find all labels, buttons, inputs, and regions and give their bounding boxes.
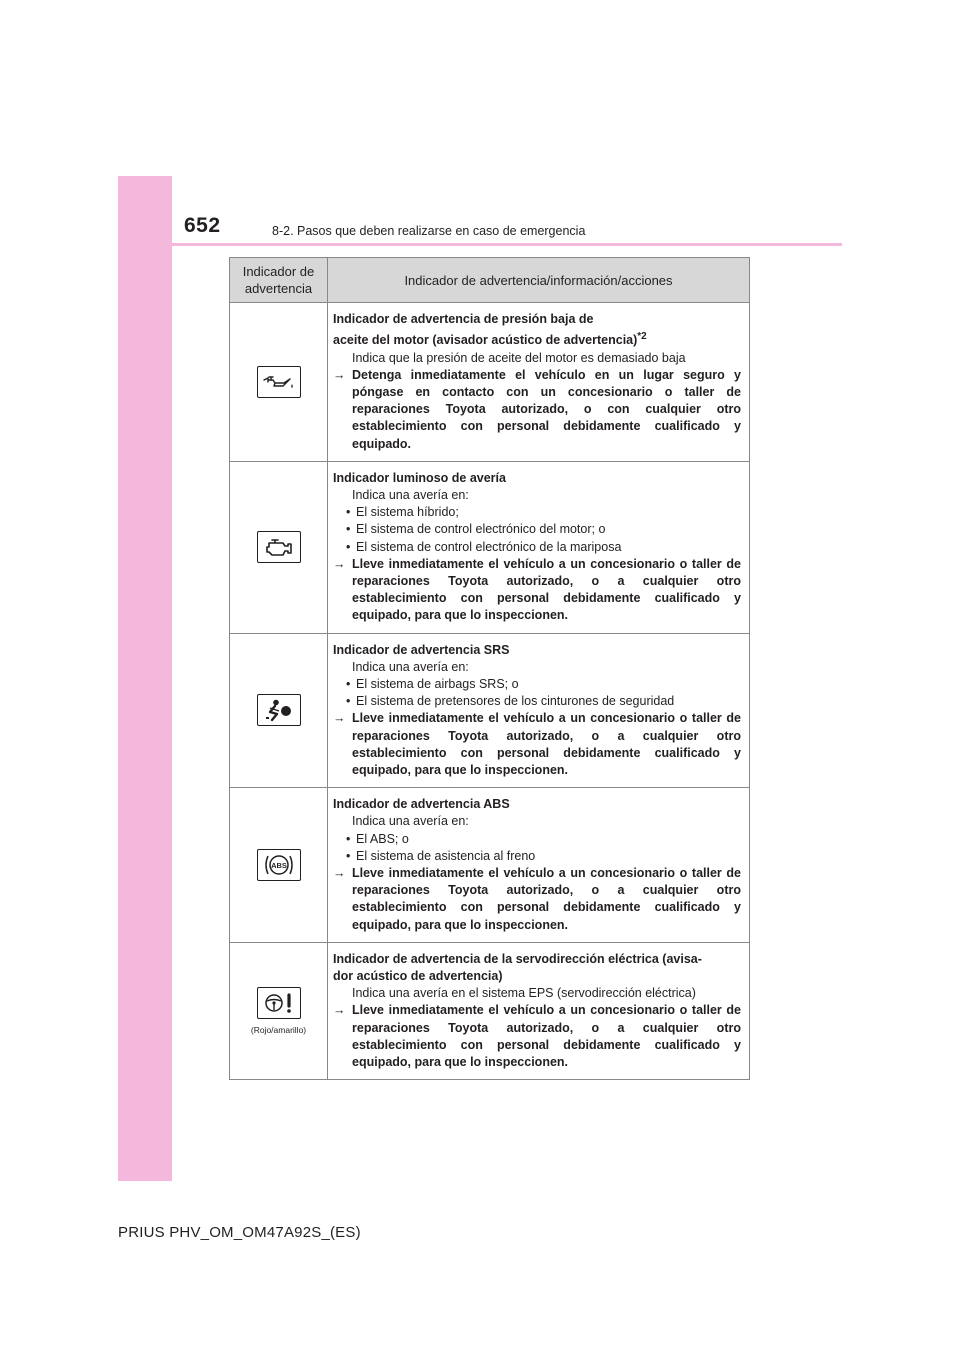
icon-cell [230,788,328,943]
description-cell [328,633,750,788]
oil-pressure-icon [257,366,301,398]
col-header-indicator: Indicador de advertencia [230,258,328,303]
list-item: • El ABS; o [333,831,741,848]
row-title: Indicador de advertencia de la servodirección eléctrica (avisa- dor acústico de advertencia) [333,951,702,984]
abs-icon-label: ABS [270,861,287,871]
row-text: Indica que la presión de aceite del motor es demasiado baja [352,350,686,365]
icon-cell [230,633,328,788]
icon-cell [230,461,328,633]
icon-color-note: (Rojo/amarillo) [250,1025,307,1036]
description-cell [328,788,750,943]
header-divider [118,243,842,246]
icon-cell [230,942,328,1079]
power-steering-warning-icon [257,987,301,1019]
row-action: → Detenga inmediatamente el vehículo en un lugar seguro y póngase en contacto con un concesionario o taller de reparaciones Toyota autorizado, o con cualquier otro establecimiento con personal debidamente cualificado y equipado. [333,367,741,451]
table-row [230,303,750,462]
arrow-icon: → [333,1003,346,1018]
row-title: Indicador de advertencia SRS [333,642,510,657]
table-row [230,633,750,788]
row-title: Indicador de advertencia ABS [333,797,510,812]
row-title: Indicador luminoso de avería [333,470,506,485]
row-text: Indica una avería en: [352,659,469,674]
table-header-row [230,258,750,303]
page-number: 652 [184,214,221,237]
warning-indicator-table [229,257,750,1080]
row-action: → Lleve inmediatamente el vehículo a un concesionario o taller de reparaciones Toyota autorizado, o a cualquier otro establecimiento con personal debidamente cualificado y equipado, para que lo inspeccionen. [333,556,741,623]
description-cell [328,303,750,462]
list-item: • El sistema de airbags SRS; o [333,676,741,693]
icon-cell [230,303,328,462]
row-action: → Lleve inmediatamente el vehículo a un concesionario o taller de reparaciones Toyota autorizado, o a cualquier otro establecimiento con personal debidamente cualificado y equipado, para que lo inspeccionen. [333,1003,741,1070]
list-item: • El sistema de pretensores de los cinturones de seguridad [333,693,741,710]
list-item: • El sistema de control electrónico del motor; o [333,521,741,538]
table-row [230,788,750,943]
table-row [230,942,750,1079]
document-id-footer: PRIUS PHV_OM_OM47A92S_(ES) [118,1224,361,1241]
row-text: Indica una avería en: [352,487,469,502]
row-text: Indica una avería en el sistema EPS (servodirección eléctrica) [352,986,696,1001]
arrow-icon: → [333,556,346,571]
row-action: → Lleve inmediatamente el vehículo a un concesionario o taller de reparaciones Toyota autorizado, o a cualquier otro establecimiento con personal debidamente cualificado y equipado, para que lo inspeccionen. [333,866,741,932]
description-cell [328,942,750,1079]
row-action: → Lleve inmediatamente el vehículo a un concesionario o taller de reparaciones Toyota autorizado, o a cualquier otro establecimiento con personal debidamente cualificado y equipado, para que lo inspeccionen. [333,711,741,778]
list-item: • El sistema híbrido; [333,504,741,521]
table-row [230,461,750,633]
row-title: Indicador de advertencia de presión baja de aceite del motor (avisador acústico de advertencia)$^{*2}$ [333,312,647,348]
section-title: 8-2. Pasos que deben realizarse en caso de emergencia [272,224,586,238]
abs-icon [257,849,301,881]
arrow-icon: → [333,367,346,382]
col-header-info: Indicador de advertencia/información/acciones [328,258,750,303]
row-text: Indica una avería en: [352,814,469,829]
arrow-icon: → [333,711,346,726]
list-item: • El sistema de control electrónico de la mariposa [333,539,741,556]
side-color-band [118,176,172,1181]
description-cell [328,461,750,633]
list-item: • El sistema de asistencia al freno [333,848,741,865]
srs-airbag-icon [257,694,301,726]
engine-malfunction-icon [257,531,301,563]
arrow-icon: → [333,866,346,881]
